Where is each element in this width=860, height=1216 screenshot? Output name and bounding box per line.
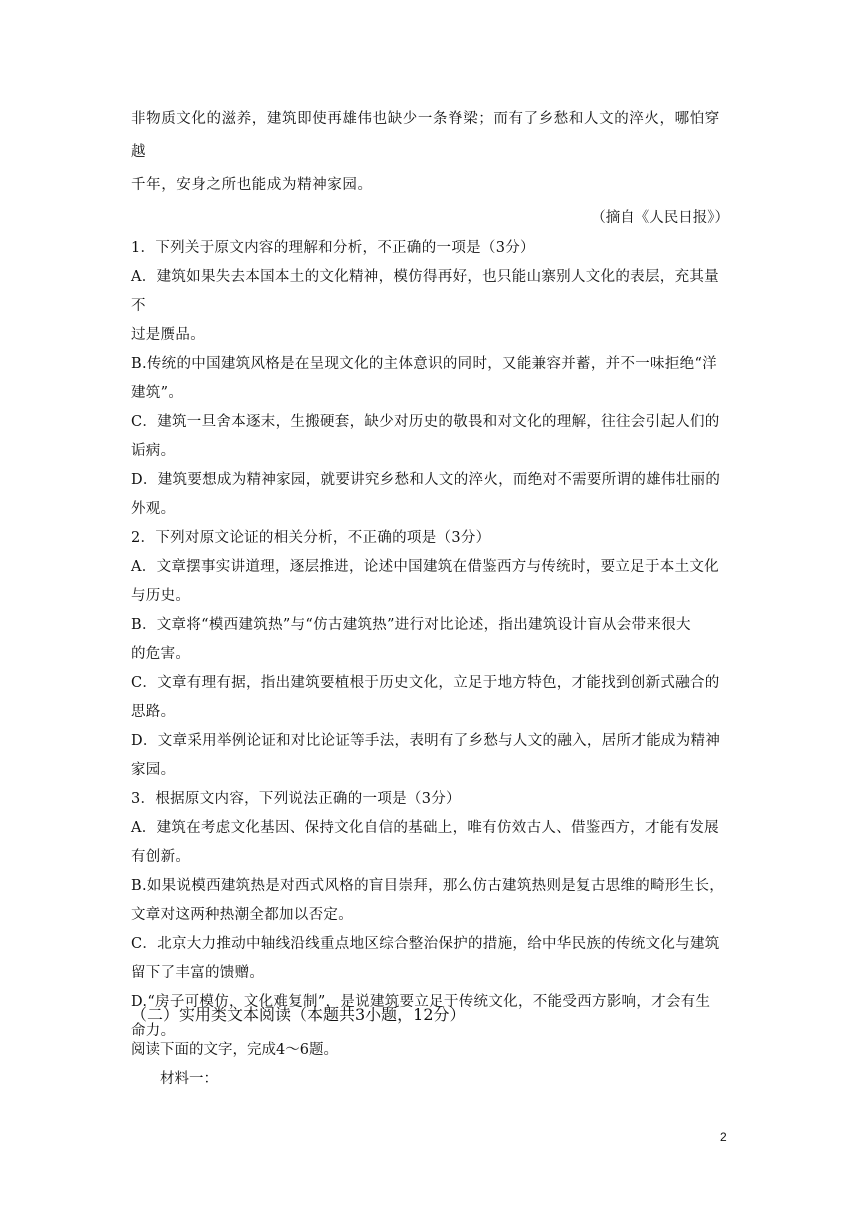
option-a-line-2: 有创新。 — [131, 849, 191, 865]
option-c-line-1: C．北京大力推动中轴线沿线重点地区综合整治保护的措施，给中华民族的传统文化与建筑 — [131, 936, 720, 952]
section-title: （二）实用类文本阅读（本题共3小题，12分） — [131, 1005, 466, 1024]
option-c-line-2: 诟病。 — [131, 443, 176, 459]
option-d-line-1: D．建筑要想成为精神家园，就要讲究乡愁和人文的淬火，而绝对不需要所谓的雄伟壮丽的 — [131, 472, 721, 488]
option-b-line-2: 建筑”。 — [131, 385, 184, 401]
option-b-line-2: 的危害。 — [131, 646, 191, 662]
body-text — [131, 103, 731, 1046]
material-label: 材料一： — [160, 1071, 218, 1087]
section-instruction: 阅读下面的文字，完成4～6题。 — [131, 1042, 338, 1058]
option-d-line-1: D．文章采用举例论证和对比论证等手法，表明有了乡愁与人文的融入，居所才能成为精神 — [131, 733, 721, 749]
option-c-line-1: C．文章有理有据，指出建筑要植根于历史文化，立足于地方特色，才能找到创新式融合的 — [131, 675, 720, 691]
question-stem: 3．根据原文内容，下列说法正确的一项是（3分） — [131, 791, 461, 807]
option-d-line-2: 命力。 — [131, 1023, 176, 1039]
option-d-line-2: 家园。 — [131, 762, 176, 778]
page-number: 2 — [720, 1130, 727, 1144]
option-a-line-2: 过是赝品。 — [131, 327, 205, 343]
intro-line-2: 千年，安身之所也能成为精神家园。 — [131, 177, 373, 193]
source-citation: （摘自《人民日报》） — [591, 210, 729, 226]
option-c-line-2: 留下了丰富的馈赠。 — [131, 965, 265, 981]
question-1 — [131, 234, 731, 524]
option-c-line-1: C．建筑一旦舍本逐末，生搬硬套，缺少对历史的敬畏和对文化的理解，往往会引起人们的 — [131, 414, 720, 430]
option-d-line-2: 外观。 — [131, 501, 176, 517]
option-a-line-1: A．建筑如果失去本国本土的文化精神，模仿得再好，也只能山寨别人文化的表层，充其量不 — [131, 269, 719, 314]
option-c-line-2: 思路。 — [131, 704, 176, 720]
option-b-line-1: B.传统的中国建筑风格是在呈现文化的主体意识的同时，又能兼容并蓄，并不一味拒绝“洋 — [131, 356, 717, 372]
question-stem: 2．下列对原文论证的相关分析，不正确的项是（3分） — [131, 530, 491, 546]
question-stem: 1．下列关于原文内容的理解和分析，不正确的一项是（3分） — [131, 240, 535, 256]
intro-line-1: 非物质文化的滋养，建筑即使再雄伟也缺少一条脊梁；而有了乡愁和人文的淬火，哪怕穿越 — [131, 111, 720, 160]
option-b-line-1: B．文章将“模西建筑热”与“仿古建筑热”进行对比论述，指出建筑设计盲从会带来很大 — [131, 617, 691, 633]
option-d-line-1: D.“房子可模仿，文化难复制”，是说建筑要立足于传统文化，不能受西方影响，才会有生 — [131, 994, 711, 1010]
option-b-line-1: B.如果说模西建筑热是对西式风格的盲目崇拜，那么仿古建筑热则是复古思维的畸形生长， — [131, 878, 725, 894]
option-a-line-1: A．建筑在考虑文化基因、保持文化自信的基础上，唯有仿效古人、借鉴西方，才能有发展 — [131, 820, 719, 836]
option-a-line-2: 与历史。 — [131, 588, 191, 604]
option-a-line-1: A．文章摆事实讲道理，逐层推进，论述中国建筑在借鉴西方与传统时，要立足于本土文化 — [131, 559, 719, 575]
option-b-line-2: 文章对这两种热潮全都加以否定。 — [131, 907, 353, 923]
question-2 — [131, 524, 731, 785]
